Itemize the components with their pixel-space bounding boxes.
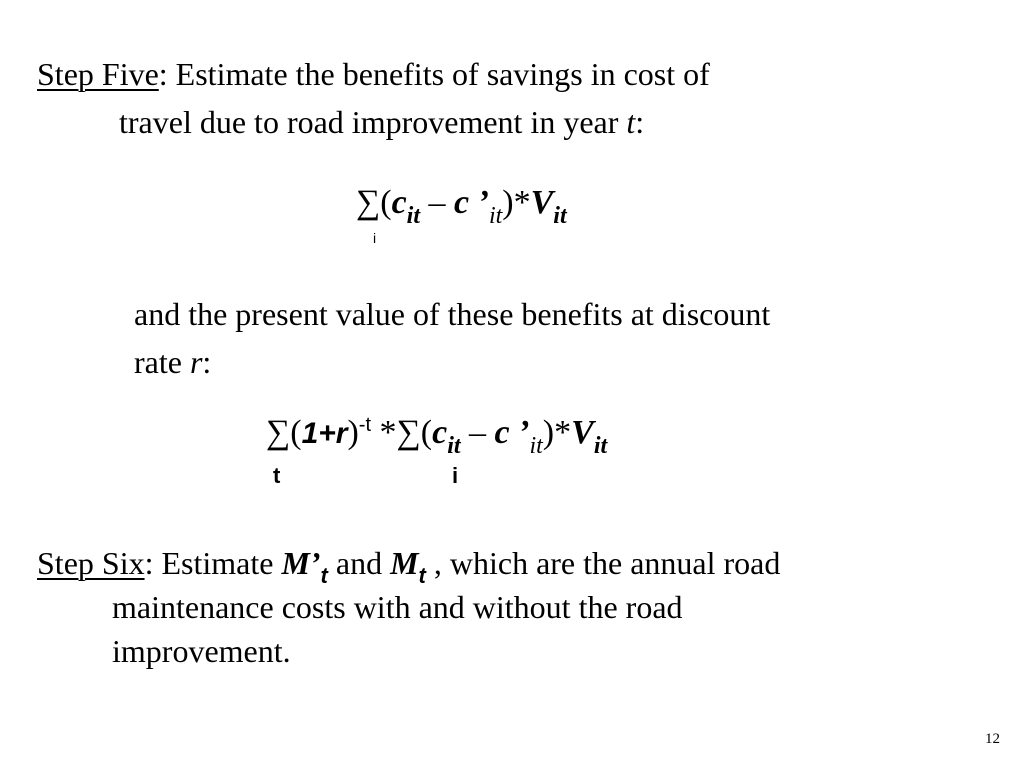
formula2-open-paren-2: ( <box>420 414 433 451</box>
formula2-c-prime-subscript: it <box>529 433 543 459</box>
present-value-colon: : <box>202 344 212 380</box>
step-six-line1 <box>37 545 781 588</box>
step-six-and: and <box>327 545 391 581</box>
step-five-line2 <box>119 106 644 138</box>
formula1-c-subscript: it <box>406 203 421 229</box>
m-prime-symbol: M’ <box>281 545 321 581</box>
step-five-text-2: travel due to road improvement in year <box>119 104 627 140</box>
step-five-colon: : <box>635 104 645 140</box>
formula2-sum-limit-i: i <box>452 463 459 488</box>
m-symbol: M <box>390 545 419 581</box>
formula1-close-multiply: )* <box>502 184 531 221</box>
step-six-text-a: : Estimate <box>144 545 282 581</box>
formula2-v: V <box>571 414 594 451</box>
summation-icon: ∑ <box>356 184 381 221</box>
m-subscript: t <box>418 563 426 588</box>
formula2-sum-limit-t: t <box>273 463 281 488</box>
summation-t-icon: ∑ <box>266 414 291 451</box>
formula2-close-multiply: )* <box>542 414 572 451</box>
formula2-one-plus-r: 1+r <box>301 417 348 450</box>
present-value-line2 <box>134 346 211 378</box>
formula1-minus: – <box>420 184 455 221</box>
formula2-c-prime: c ’ <box>494 414 530 451</box>
present-value-line1: and the present value of these benefits at discount <box>134 296 771 332</box>
formula2-c: c <box>432 414 448 451</box>
formula-present-value <box>266 414 608 459</box>
step-five-label: Step Five <box>37 56 159 92</box>
step-six-label: Step Six <box>37 545 145 581</box>
formula2-minus: – <box>460 414 495 451</box>
step-six-line3: improvement. <box>112 633 291 669</box>
formula1-c-prime-subscript: it <box>488 203 503 229</box>
formula1-c-prime: c ’ <box>454 184 489 221</box>
m-prime-subscript: t <box>320 563 328 588</box>
step-six-line2: maintenance costs with and without the road <box>112 589 683 625</box>
formula2-exponent: -t <box>358 414 372 436</box>
formula1-sum-limit: i <box>373 230 377 246</box>
year-variable: t <box>626 104 636 140</box>
step-five-text: : Estimate the benefits of savings in cost of <box>158 56 710 92</box>
formula1-v: V <box>530 184 554 221</box>
step-six-text-b: , which are the annual road <box>425 545 781 581</box>
formula2-c-subscript: it <box>447 433 461 459</box>
formula1-c: c <box>391 184 407 221</box>
formula2-v-subscript: it <box>593 433 608 459</box>
step-five-line1 <box>37 58 710 90</box>
formula2-star: * <box>371 414 397 451</box>
formula-cost-savings <box>356 184 567 229</box>
rate-variable: r <box>189 344 203 380</box>
formula1-v-subscript: it <box>553 203 567 229</box>
formula2-close-paren-1: ) <box>347 414 359 451</box>
present-value-prefix: rate <box>134 344 190 380</box>
page-number: 12 <box>985 731 1000 747</box>
formula2-open-paren-1: ( <box>290 414 302 451</box>
summation-i-icon: ∑ <box>396 414 421 451</box>
formula1-open-paren: ( <box>380 184 392 221</box>
